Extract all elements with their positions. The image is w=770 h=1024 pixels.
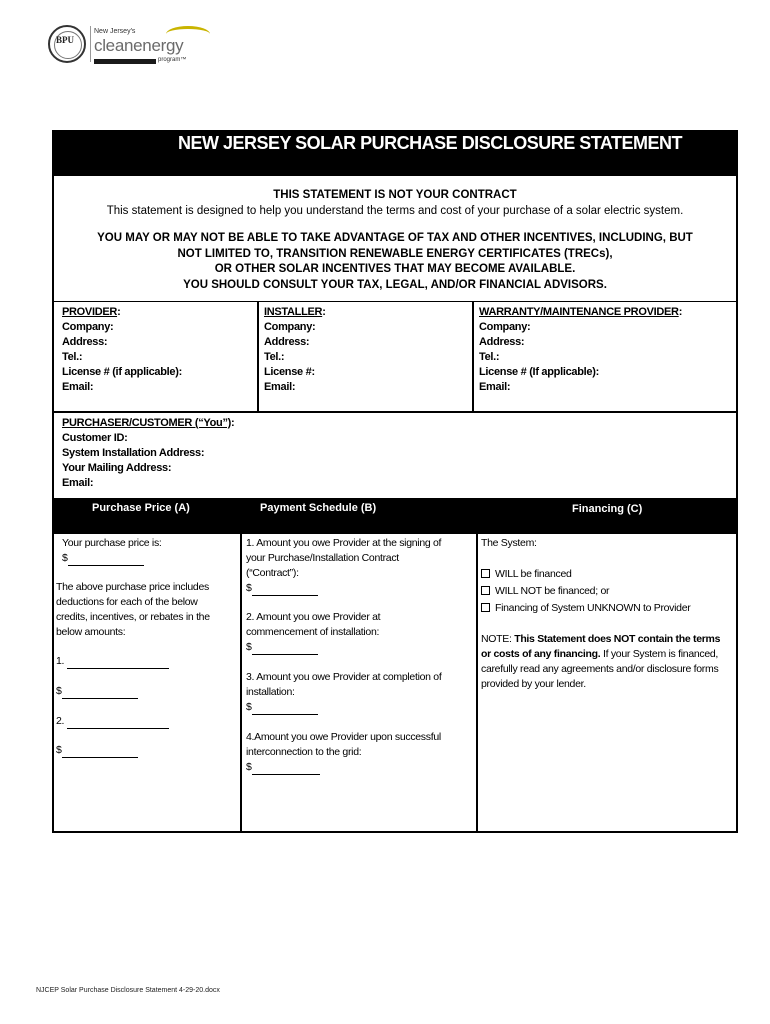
deduction-2-amount-blank[interactable]: [62, 747, 138, 758]
payment-2-blank[interactable]: [252, 644, 318, 655]
payment-4-line-2: interconnection to the grid:: [246, 746, 362, 758]
provider-license-field[interactable]: License # (if applicable):: [62, 366, 182, 378]
payment-3-field[interactable]: [246, 700, 318, 715]
deduction-2-amount[interactable]: [56, 743, 138, 758]
deduction-1-amount[interactable]: [56, 684, 138, 699]
checkbox-icon[interactable]: [481, 603, 490, 612]
warranty-heading: WARRANTY/MAINTENANCE PROVIDER: [479, 306, 679, 318]
payment-schedule-column: [240, 534, 476, 831]
system-label: The System:: [481, 537, 537, 549]
financing-note-line-2: [481, 647, 718, 662]
checkbox-icon[interactable]: [481, 569, 490, 578]
divider: [472, 302, 474, 411]
logo-subtitle: New Jersey's: [94, 28, 136, 35]
installer-tel-field[interactable]: Tel.:: [264, 351, 285, 363]
payment-1-line-2: your Purchase/Installation Contract: [246, 552, 399, 564]
warning-line-2: NOT LIMITED TO, TRANSITION RENEWABLE ENERGY CERTIFICATES (TRECs),: [177, 247, 613, 260]
item-number: 1.: [56, 655, 65, 667]
item-number: 2.: [56, 715, 65, 727]
provider-company-field[interactable]: Company:: [62, 321, 114, 333]
financing-column: [476, 534, 738, 831]
payment-schedule-header: Payment Schedule (B): [260, 502, 377, 514]
will-not-be-financed-label: WILL NOT be financed; or: [495, 585, 610, 597]
warning-line-3: OR OTHER SOLAR INCENTIVES THAT MAY BECOME AVAILABLE.: [214, 263, 576, 275]
payment-4-line-1: 4.Amount you owe Provider upon successful: [246, 731, 441, 743]
installer-license-field[interactable]: License #:: [264, 366, 315, 378]
njcep-logo: [48, 22, 198, 66]
financing-note-line-1: [481, 632, 720, 647]
payment-1-line-1: 1. Amount you owe Provider at the signing of: [246, 537, 442, 549]
will-not-be-financed-option[interactable]: [481, 584, 609, 599]
deductions-note-4: below amounts:: [56, 626, 126, 638]
will-be-financed-label: WILL be financed: [495, 568, 572, 580]
page-title: NEW JERSEY SOLAR PURCHASE DISCLOSURE STATEMENT: [52, 130, 738, 176]
logo-bar: [94, 59, 156, 64]
warranty-address-field[interactable]: Address:: [479, 336, 525, 348]
deduction-2-field[interactable]: [56, 714, 169, 729]
warranty-company-field[interactable]: Company:: [479, 321, 531, 333]
incentives-warning: [54, 231, 736, 293]
warranty-tel-field[interactable]: Tel.:: [479, 351, 500, 363]
provider-block: PROVIDER: Company: Address: Tel.: License # (if applicable): Email:: [62, 306, 182, 393]
payment-2-line-2: commencement of installation:: [246, 626, 380, 638]
checkbox-icon[interactable]: [481, 586, 490, 595]
payment-1-field[interactable]: [246, 581, 318, 596]
installer-heading: INSTALLER: [264, 306, 323, 318]
seal-text: BPU: [56, 35, 74, 45]
purchaser-email-field[interactable]: Email:: [62, 477, 94, 489]
financing-unknown-option[interactable]: [481, 601, 690, 616]
deduction-1-field[interactable]: [56, 654, 169, 669]
provider-email-field[interactable]: Email:: [62, 381, 94, 393]
installation-address-field[interactable]: System Installation Address:: [62, 447, 205, 459]
financing-unknown-label: Financing of System UNKNOWN to Provider: [495, 602, 691, 614]
payment-3-line-1: 3. Amount you owe Provider at completion of: [246, 671, 442, 683]
provider-heading: PROVIDER: [62, 306, 118, 318]
payment-1-blank[interactable]: [252, 585, 318, 596]
installer-address-field[interactable]: Address:: [264, 336, 310, 348]
table-body: [52, 534, 738, 833]
installer-block: INSTALLER: Company: Address: Tel.: License #: Email:: [264, 306, 326, 393]
purchase-price-blank[interactable]: [68, 555, 144, 566]
warranty-block: WARRANTY/MAINTENANCE PROVIDER: Company: Address: Tel.: License # (If applicable): Email:: [479, 306, 683, 393]
payment-4-field[interactable]: [246, 760, 320, 775]
purchase-price-column: [56, 534, 238, 831]
payment-3-blank[interactable]: [252, 704, 318, 715]
dollar-sign: $: [246, 761, 252, 773]
provider-address-field[interactable]: Address:: [62, 336, 108, 348]
logo-wordmark: cleanenergy: [94, 36, 184, 55]
deduction-1-amount-blank[interactable]: [62, 688, 138, 699]
payment-3-line-2: installation:: [246, 686, 295, 698]
note-text: If your System is financed,: [600, 648, 719, 660]
dollar-sign: $: [246, 641, 252, 653]
dollar-sign: $: [56, 744, 62, 756]
mailing-address-field[interactable]: Your Mailing Address:: [62, 462, 172, 474]
warranty-email-field[interactable]: Email:: [479, 381, 511, 393]
dollar-sign: $: [56, 685, 62, 697]
footer-filename: NJCEP Solar Purchase Disclosure Statement 4-29-20.docx: [36, 987, 220, 994]
purchaser-block: PURCHASER/CUSTOMER (“You”): Customer ID: System Installation Address: Your Mailing Address: Email:: [62, 417, 235, 489]
deductions-note-1: The above purchase price includes: [56, 581, 209, 593]
purchase-price-label: Your purchase price is:: [62, 537, 162, 549]
statement-purpose: This statement is designed to help you understand the terms and cost of your purchase of a solar electric system.: [106, 205, 684, 217]
parties-section: [52, 301, 738, 412]
deduction-2-blank[interactable]: [67, 718, 169, 729]
note-bold: This Statement does NOT contain the terms: [514, 633, 721, 645]
installer-company-field[interactable]: Company:: [264, 321, 316, 333]
will-be-financed-option[interactable]: [481, 567, 572, 582]
note-prefix: NOTE:: [481, 633, 515, 645]
warning-line-4: YOU SHOULD CONSULT YOUR TAX, LEGAL, AND/OR FINANCIAL ADVISORS.: [183, 278, 607, 291]
intro-section: [52, 176, 738, 301]
installer-email-field[interactable]: Email:: [264, 381, 296, 393]
purchaser-heading: PURCHASER/CUSTOMER (“You”): [62, 417, 232, 429]
deduction-1-blank[interactable]: [67, 658, 169, 669]
logo-program: program™: [158, 57, 187, 63]
dollar-sign: $: [246, 701, 252, 713]
deductions-note-3: credits, incentives, or rebates in the: [56, 611, 210, 623]
not-contract-notice: THIS STATEMENT IS NOT YOUR CONTRACT: [273, 189, 517, 201]
deductions-note-2: deductions for each of the below: [56, 596, 198, 608]
financing-note-line-4: provided by your lender.: [481, 678, 586, 690]
purchase-price-header: Purchase Price (A): [92, 502, 190, 514]
payment-2-line-1: 2. Amount you owe Provider at: [246, 611, 381, 623]
dollar-sign: $: [246, 582, 252, 594]
payment-2-field[interactable]: [246, 640, 318, 655]
dollar-sign: $: [62, 552, 68, 564]
warning-line-1: YOU MAY OR MAY NOT BE ABLE TO TAKE ADVANTAGE OF TAX AND OTHER INCENTIVES, INCLUDING, BUT: [97, 232, 693, 244]
warranty-license-field[interactable]: License # (If applicable):: [479, 366, 599, 378]
purchase-price-field[interactable]: [62, 551, 144, 566]
financing-header: Financing (C): [572, 503, 643, 515]
note-bold-2: or costs of any financing.: [481, 648, 601, 660]
divider: [257, 302, 259, 411]
logo-divider: [90, 26, 91, 62]
customer-id-field[interactable]: Customer ID:: [62, 432, 128, 444]
provider-tel-field[interactable]: Tel.:: [62, 351, 83, 363]
financing-note-line-3: carefully read any agreements and/or disclosure forms: [481, 663, 719, 675]
payment-1-line-3: (“Contract”):: [246, 567, 299, 579]
table-header: [52, 498, 738, 534]
payment-4-blank[interactable]: [252, 764, 320, 775]
purchaser-section: [52, 412, 738, 498]
